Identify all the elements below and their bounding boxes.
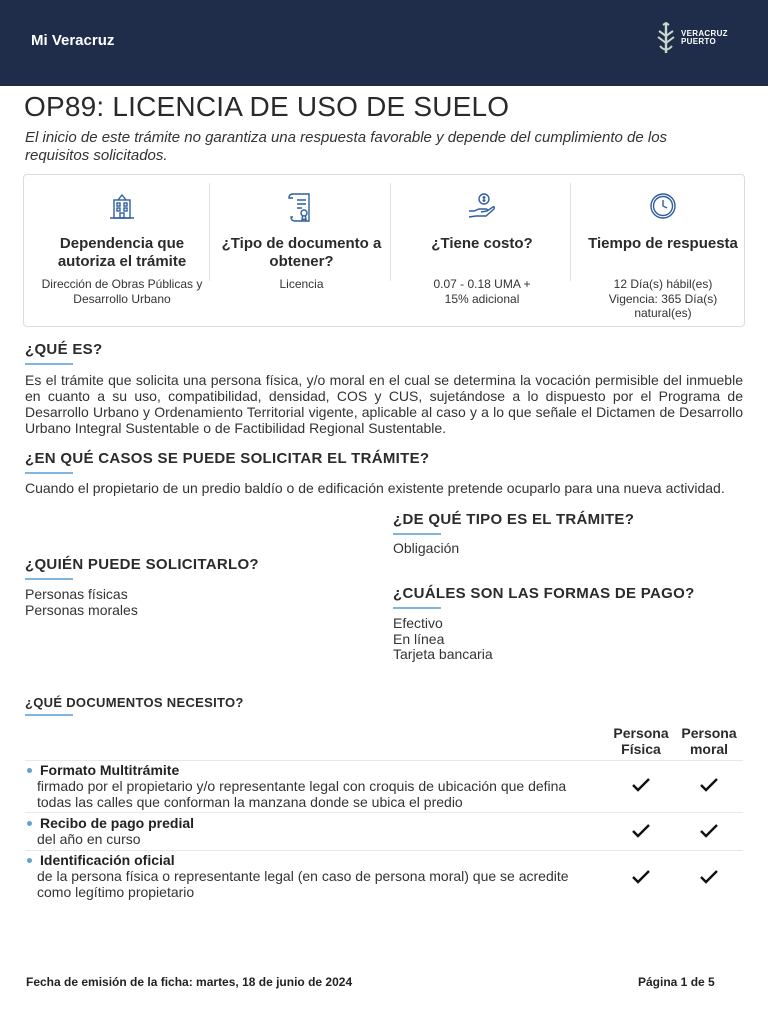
brand-name[interactable]: Mi Veracruz xyxy=(31,32,115,49)
summary-title-tipo-documento: ¿Tipo de documento a obtener? xyxy=(221,235,382,270)
summary-card-tipo-documento xyxy=(214,183,389,291)
casos-text: Cuando el propietario de un predio baldío o de edificación existente pretende ocuparlo para una nueva actividad. xyxy=(25,480,725,496)
header-bar xyxy=(0,0,768,86)
que-es-text: Es el trámite que solicita una persona física, y/o moral en el cual se determina la vocación permisible del inmueble en cuanto a su uso, compatibilidad, densidad, COS y CUS, sujetándose a lo dispuesto por el Programa de Desarrollo Urbano y Ordenamiento Territorial vigente, aplicable al caso y a lo que señale el Dictamen de Desarrollo Urbano Integral Sustentable o de Factibilidad Regional Sustentable. xyxy=(25,372,743,436)
document-name: Recibo de pago predial xyxy=(40,815,195,831)
table-row xyxy=(25,815,600,847)
summary-value-tiempo: 12 Día(s) hábil(es) Vigencia: 365 Día(s) natural(es) xyxy=(608,277,718,320)
check-icon xyxy=(699,777,719,793)
section-heading-tipo: ¿DE QUÉ TIPO ES EL TRÁMITE? xyxy=(393,511,635,528)
list-item: Efectivo xyxy=(393,615,443,631)
clock-icon xyxy=(648,191,678,226)
document-description: firmado por el propietario y/o representante legal con croquis de ubicación que defina todas las calles que conforman la manzana donde se ubica el predio xyxy=(37,778,567,810)
summary-card-dependencia xyxy=(32,183,212,306)
hand-coin-icon xyxy=(467,191,497,226)
summary-card-costo xyxy=(394,183,570,306)
check-icon xyxy=(631,777,651,793)
section-heading-casos: ¿EN QUÉ CASOS SE PUEDE SOLICITAR EL TRÁMITE? xyxy=(25,450,430,467)
quien-list xyxy=(25,587,138,618)
bullet-icon xyxy=(27,821,32,826)
summary-value-dependencia: Dirección de Obras Públicas y Desarrollo Urbano xyxy=(41,277,203,306)
summary-title-dependencia: Dependencia que autoriza el trámite xyxy=(57,235,187,270)
table-row xyxy=(25,762,600,810)
summary-card-tiempo xyxy=(575,183,751,320)
summary-title-tiempo: Tiempo de respuesta xyxy=(588,235,738,252)
certificate-document-icon xyxy=(287,191,317,230)
footer-issue-date: Fecha de emisión de la ficha: martes, 18 de junio de 2024 xyxy=(26,975,353,989)
anchor-logo-icon xyxy=(655,22,677,54)
card-divider xyxy=(570,183,571,281)
document-description: del año en curso xyxy=(37,831,141,847)
list-item: En línea xyxy=(393,630,445,647)
summary-value-costo: 0.07 - 0.18 UMA + 15% adicional xyxy=(433,277,531,306)
veracruz-puerto-logo xyxy=(655,22,728,54)
card-divider xyxy=(209,183,210,281)
summary-title-costo: ¿Tiene costo? xyxy=(431,235,533,252)
column-header-persona-moral: Persona moral xyxy=(681,725,737,757)
list-item: Tarjeta bancaria xyxy=(393,646,493,662)
section-heading-documentos: ¿QUÉ DOCUMENTOS NECESITO? xyxy=(25,695,244,710)
page-subtitle: El inicio de este trámite no garantiza una respuesta favorable y depende del cumplimiento de los requisitos solicitados. xyxy=(25,129,668,164)
check-icon xyxy=(631,869,651,885)
column-header-persona-fisica: Persona Física xyxy=(613,725,669,757)
section-heading-que-es: ¿QUÉ ES? xyxy=(25,341,103,358)
check-icon xyxy=(699,869,719,885)
page-title: OP89: LICENCIA DE USO DE SUELO xyxy=(24,91,510,122)
list-item: Personas morales xyxy=(25,601,138,618)
tipo-value: Obligación xyxy=(393,540,460,556)
table-divider xyxy=(25,850,743,851)
logo-text-line-2: PUERTO xyxy=(681,37,716,46)
bullet-icon xyxy=(27,858,32,863)
check-icon xyxy=(699,823,719,839)
card-divider xyxy=(390,183,391,281)
document-name: Identificación oficial xyxy=(40,852,175,868)
document-name: Formato Multitrámite xyxy=(40,762,180,778)
document-description: de la persona física o representante legal (en caso de persona moral) que se acredite como legítimo propietario xyxy=(37,868,569,900)
list-item: Personas físicas xyxy=(25,586,128,602)
footer-page-number: Página 1 de 5 xyxy=(638,975,715,989)
building-icon xyxy=(107,191,137,226)
table-row xyxy=(25,852,600,900)
section-heading-pago: ¿CUÁLES SON LAS FORMAS DE PAGO? xyxy=(393,585,695,602)
section-heading-quien: ¿QUIÉN PUEDE SOLICITARLO? xyxy=(25,556,259,573)
summary-value-tipo-documento: Licencia xyxy=(279,277,324,291)
logo-text-line-1: VERACRUZ xyxy=(681,29,728,38)
summary-card-panel xyxy=(23,174,745,327)
table-divider xyxy=(25,812,743,813)
pago-list xyxy=(393,616,493,663)
check-icon xyxy=(631,823,651,839)
logo-text xyxy=(681,30,728,46)
bullet-icon xyxy=(27,768,32,773)
table-divider xyxy=(25,760,743,761)
